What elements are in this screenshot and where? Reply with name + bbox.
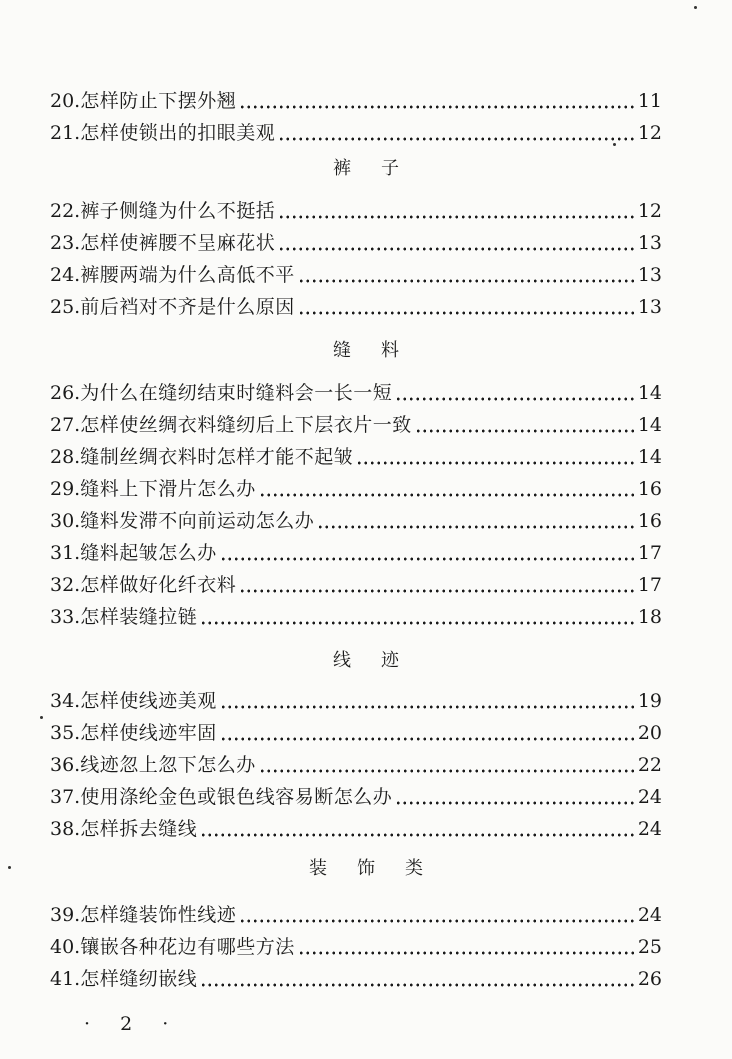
toc-entry-39 [50, 894, 662, 926]
entry-number: 39. [50, 904, 81, 926]
entry-title: 怎样使锁出的扣眼美观 [80, 122, 276, 144]
section-heading-fabric [0, 340, 732, 362]
dot-leader [220, 542, 635, 564]
entry-number: 26. [50, 382, 81, 404]
entry-number: 41. [50, 968, 81, 990]
section-heading-trousers [0, 158, 732, 180]
entry-number: 40. [50, 936, 81, 958]
entry-number: 23. [50, 232, 81, 254]
toc-entry-27 [50, 404, 662, 436]
entry-title: 怎样做好化纤衣料 [80, 574, 237, 596]
toc-entry-30 [50, 500, 662, 532]
entry-number: 38. [50, 818, 81, 840]
entry-title: 怎样使丝绸衣料缝纫后上下层衣片一致 [80, 414, 412, 436]
entry-number: 36. [50, 754, 81, 776]
entry-number: 32. [50, 574, 81, 596]
entry-number: 31. [50, 542, 81, 564]
entry-title: 为什么在缝纫结束时缝料会一长一短 [80, 382, 393, 404]
entry-title: 怎样拆去缝线 [80, 818, 198, 840]
entry-page-number: 24 [637, 818, 662, 840]
entry-number: 28. [50, 446, 81, 468]
entry-page-number: 13 [637, 296, 662, 318]
dot-leader [220, 722, 635, 744]
section-heading-text: 线迹 [333, 650, 429, 671]
entry-page-number: 18 [637, 606, 662, 628]
toc-entry-25 [50, 286, 662, 318]
entry-number: 35. [50, 722, 81, 744]
entry-title: 怎样装缝拉链 [80, 606, 198, 628]
entry-page-number: 24 [637, 904, 662, 926]
dot-leader [415, 414, 635, 436]
scan-speck [40, 716, 43, 719]
entry-page-number: 26 [637, 968, 662, 990]
entry-number: 29. [50, 478, 81, 500]
entry-page-number: 12 [637, 200, 662, 222]
dot-leader [200, 818, 635, 840]
scan-speck [8, 866, 11, 869]
entry-number: 30. [50, 510, 81, 532]
dot-leader [317, 510, 635, 532]
entry-page-number: 12 [637, 122, 662, 144]
toc-entry-36 [50, 744, 662, 776]
entry-page-number: 20 [637, 722, 662, 744]
toc-entry-29 [50, 468, 662, 500]
toc-entry-28 [50, 436, 662, 468]
scan-speck [613, 143, 616, 146]
toc-entry-23 [50, 222, 662, 254]
toc-entry-24 [50, 254, 662, 286]
entry-number: 20. [50, 90, 81, 112]
entry-page-number: 17 [637, 542, 662, 564]
dot-leader [259, 478, 635, 500]
entry-title: 怎样使线迹美观 [80, 690, 217, 712]
entry-number: 34. [50, 690, 81, 712]
dot-leader [239, 90, 635, 112]
entry-title: 怎样使线迹牢固 [80, 722, 217, 744]
dot-leader [356, 446, 635, 468]
toc-entry-41 [50, 958, 662, 990]
toc-entry-21 [50, 112, 662, 144]
entry-number: 21. [50, 122, 81, 144]
entry-page-number: 16 [637, 478, 662, 500]
dot-leader [278, 232, 635, 254]
entry-title: 裤腰两端为什么高低不平 [80, 264, 295, 286]
entry-number: 22. [50, 200, 81, 222]
entry-number: 25. [50, 296, 81, 318]
dot-leader [200, 968, 635, 990]
toc-entry-38 [50, 808, 662, 840]
toc-entry-26 [50, 372, 662, 404]
entry-page-number: 14 [637, 382, 662, 404]
entry-title: 缝料发滞不向前运动怎么办 [80, 510, 315, 532]
entry-page-number: 14 [637, 446, 662, 468]
dot-leader [395, 786, 635, 808]
entry-number: 37. [50, 786, 81, 808]
entry-title: 缝制丝绸衣料时怎样才能不起皱 [80, 446, 354, 468]
entry-title: 怎样缝装饰性线迹 [80, 904, 237, 926]
entry-title: 镶嵌各种花边有哪些方法 [80, 936, 295, 958]
toc-entry-31 [50, 532, 662, 564]
toc-entry-32 [50, 564, 662, 596]
entry-title: 缝料上下滑片怎么办 [80, 478, 256, 500]
entry-page-number: 24 [637, 786, 662, 808]
entry-number: 33. [50, 606, 81, 628]
dot-leader [220, 690, 635, 712]
entry-number: 27. [50, 414, 81, 436]
entry-title: 怎样使裤腰不呈麻花状 [80, 232, 276, 254]
dot-leader [278, 200, 635, 222]
entry-page-number: 25 [637, 936, 662, 958]
entry-title: 前后裆对不齐是什么原因 [80, 296, 295, 318]
dot-leader [298, 936, 635, 958]
entry-title: 缝料起皱怎么办 [80, 542, 217, 564]
entry-title: 使用涤纶金色或银色线容易断怎么办 [80, 786, 393, 808]
entry-page-number: 14 [637, 414, 662, 436]
dot-leader [239, 574, 635, 596]
toc-entry-35 [50, 712, 662, 744]
entry-page-number: 13 [637, 264, 662, 286]
dot-leader [298, 264, 635, 286]
entry-page-number: 19 [637, 690, 662, 712]
entry-page-number: 16 [637, 510, 662, 532]
toc-entry-37 [50, 776, 662, 808]
toc-entry-40 [50, 926, 662, 958]
entry-page-number: 17 [637, 574, 662, 596]
section-heading-stitches [0, 650, 732, 672]
entry-page-number: 13 [637, 232, 662, 254]
dot-leader [259, 754, 635, 776]
toc-entry-33 [50, 596, 662, 628]
section-heading-text: 裤子 [333, 158, 429, 179]
toc-entry-22 [50, 190, 662, 222]
dot-leader [298, 296, 635, 318]
section-heading-decoration [0, 858, 732, 880]
dot-leader [239, 904, 635, 926]
entry-title: 线迹忽上忽下怎么办 [80, 754, 256, 776]
toc-entry-20 [50, 80, 662, 112]
dot-leader [200, 606, 635, 628]
entry-page-number: 22 [637, 754, 662, 776]
scan-speck [694, 6, 697, 9]
entry-number: 24. [50, 264, 81, 286]
dot-leader [395, 382, 635, 404]
entry-title: 怎样缝纫嵌线 [80, 968, 198, 990]
entry-title: 怎样防止下摆外翘 [80, 90, 237, 112]
entry-title: 裤子侧缝为什么不挺括 [80, 200, 276, 222]
section-heading-text: 缝料 [333, 340, 429, 361]
section-heading-text: 装饰类 [309, 858, 453, 879]
dot-leader [278, 122, 635, 144]
entry-page-number: 11 [637, 90, 662, 112]
page-number: · 2 · [84, 1013, 181, 1035]
toc-entry-34 [50, 680, 662, 712]
